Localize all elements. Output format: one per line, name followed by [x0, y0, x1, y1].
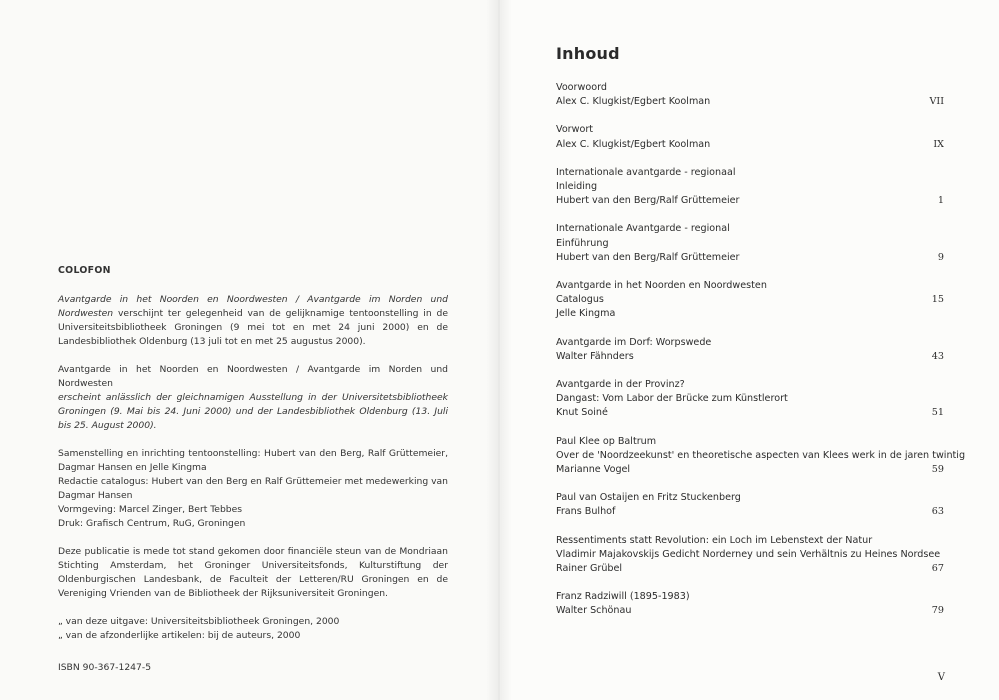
toc-entry-author: Knut Soiné	[556, 407, 608, 419]
toc-entry-author: Marianne Vogel	[556, 464, 631, 476]
toc-entry-author: Alex C. Klugkist/Egbert Koolman	[556, 96, 711, 108]
isbn: ISBN 90-367-1247-5	[58, 662, 152, 673]
copyright-line: „ van deze uitgave: Universiteitsbibliotheek Groningen, 2000	[58, 616, 340, 627]
toc-entry-page: 1	[937, 195, 944, 207]
toc-entry	[556, 81, 944, 109]
toc-entry	[556, 336, 944, 364]
toc-entry-line: Vladimir Majakovskijs Gedicht Norderney und sein Verhältnis zu Heines Nordsee	[556, 548, 941, 560]
toc-entry-line: Franz Radziwill (1895-1983)	[556, 591, 690, 603]
book-gutter	[486, 0, 512, 700]
toc-entry-line: Dangast: Vom Labor der Brücke zum Künstlerort	[556, 393, 788, 405]
toc-entry-page: 59	[931, 464, 944, 476]
credit-line: Vormgeving: Marcel Zinger, Bert Tebbes	[58, 504, 243, 515]
toc-entry-author: Walter Schönau	[556, 605, 632, 617]
credit-line: Redactie catalogus: Hubert van den Berg en Ralf Grüttemeier met medewerking van Dagmar Hansen	[58, 476, 448, 501]
toc-entry	[556, 590, 944, 618]
toc-entry-line: Paul van Ostaijen en Fritz Stuckenberg	[556, 492, 741, 504]
toc-entry-line: Catalogus	[556, 294, 604, 306]
toc-entry	[556, 534, 944, 577]
colophon-paragraph-dutch	[58, 293, 448, 349]
toc-entry-author: Walter Fähnders	[556, 350, 634, 362]
colophon-paragraph-german	[58, 363, 448, 433]
colophon-credits	[58, 447, 448, 531]
colophon-title-plain: Avantgarde in het Noorden en Noordwesten / Avantgarde im Norden und Nordwesten	[58, 364, 448, 389]
toc-entry-line: Inleiding	[556, 181, 598, 193]
toc-entry	[556, 123, 944, 151]
toc-entry-author: Jelle Kingma	[556, 308, 616, 320]
toc-entry-page: 9	[937, 251, 944, 263]
toc-entry-line: Paul Klee op Baltrum	[556, 435, 657, 447]
colophon-title-italic: Avantgarde in het Noorden en Noordwesten / Avantgarde im Norden und Nordwesten	[58, 294, 448, 319]
colophon-funding: Deze publicatie is mede tot stand gekomen door financiële steun van de Mondriaan Stichting Amsterdam, het Groninger Universiteitsfonds, Kulturstiftung der Oldenburgischen Landesbank, de Faculteit der Letteren/RU Groningen en de Vereniging Vrienden van de Bibliotheek der Rijksuniversiteit Groningen.	[58, 546, 448, 599]
colophon-heading: COLOFON	[58, 265, 111, 276]
toc-entry-page: 51	[931, 407, 944, 419]
toc-entry-page: VII	[929, 96, 944, 108]
toc-entry-line: Avantgarde im Dorf: Worpswede	[556, 336, 712, 348]
toc-entry-line: Internationale Avantgarde - regional	[556, 223, 730, 235]
colophon-paragraph-dutch-rest: verschijnt ter gelegenheid van de gelijknamige tentoonstelling in de Universiteitsbibliotheek Groningen (9 mei tot en met 24 juni 2000) en de Landesbibliothek Oldenburg (13 juli tot en met 25 augustus 2000).	[58, 308, 448, 347]
toc-entry	[556, 279, 944, 322]
toc-entry-line: Over de 'Noordzeekunst' en theoretische aspecten van Klees werk in de jaren twintig	[556, 449, 966, 461]
toc-entry-author: Rainer Grübel	[556, 563, 623, 575]
table-of-contents	[556, 44, 966, 633]
toc-entry-line: Avantgarde in het Noorden en Noordwesten	[556, 280, 767, 292]
toc-entry-line: Vorwort	[556, 124, 594, 136]
toc-entry	[556, 491, 944, 519]
right-page	[498, 0, 999, 700]
toc-entry-page: 63	[931, 506, 944, 518]
toc-entry-author: Hubert van den Berg/Ralf Grüttemeier	[556, 195, 740, 207]
toc-entry-line: Voorwoord	[556, 82, 607, 93]
toc-entry-page: 43	[931, 350, 944, 362]
toc-entry	[556, 222, 944, 265]
toc-entry-page: IX	[933, 138, 944, 150]
toc-entry-line: Avantgarde in der Provinz?	[556, 379, 685, 391]
toc-entry-author: Frans Bulhof	[556, 506, 616, 518]
left-page	[0, 0, 498, 700]
credit-line: Druk: Grafisch Centrum, RuG, Groningen	[58, 518, 246, 529]
toc-entry-line: Internationale avantgarde - regionaal	[556, 166, 736, 178]
toc-entry-page: 67	[931, 563, 944, 575]
colophon	[58, 264, 448, 675]
folio-page-number: V	[937, 672, 945, 683]
toc-entry-line: Einführung	[556, 237, 609, 249]
toc-entry-page: 15	[931, 294, 944, 306]
toc-entry-author: Alex C. Klugkist/Egbert Koolman	[556, 138, 711, 150]
toc-entry	[556, 166, 944, 209]
toc-entry-line: Ressentiments statt Revolution: ein Loch im Lebenstext der Natur	[556, 534, 873, 546]
colophon-paragraph-german-rest: erscheint anlässlich der gleichnamigen Ausstellung in der Universitetsbibliotheek Groningen (9. Mai bis 24. Juni 2000) und der Landesbibliothek Oldenburg (13. Juli bis 25. August 2000).	[58, 392, 448, 431]
copyright-line: „ van de afzonderlijke artikelen: bij de auteurs, 2000	[58, 630, 301, 641]
toc-entry-page: 79	[931, 605, 944, 617]
toc-entry	[556, 378, 944, 421]
credit-line: Samenstelling en inrichting tentoonstelling: Hubert van den Berg, Ralf Grüttemeier, Dagmar Hansen en Jelle Kingma	[58, 448, 448, 473]
toc-title: Inhoud	[556, 44, 620, 63]
toc-entry-author: Hubert van den Berg/Ralf Grüttemeier	[556, 251, 740, 263]
toc-entry	[556, 435, 966, 478]
